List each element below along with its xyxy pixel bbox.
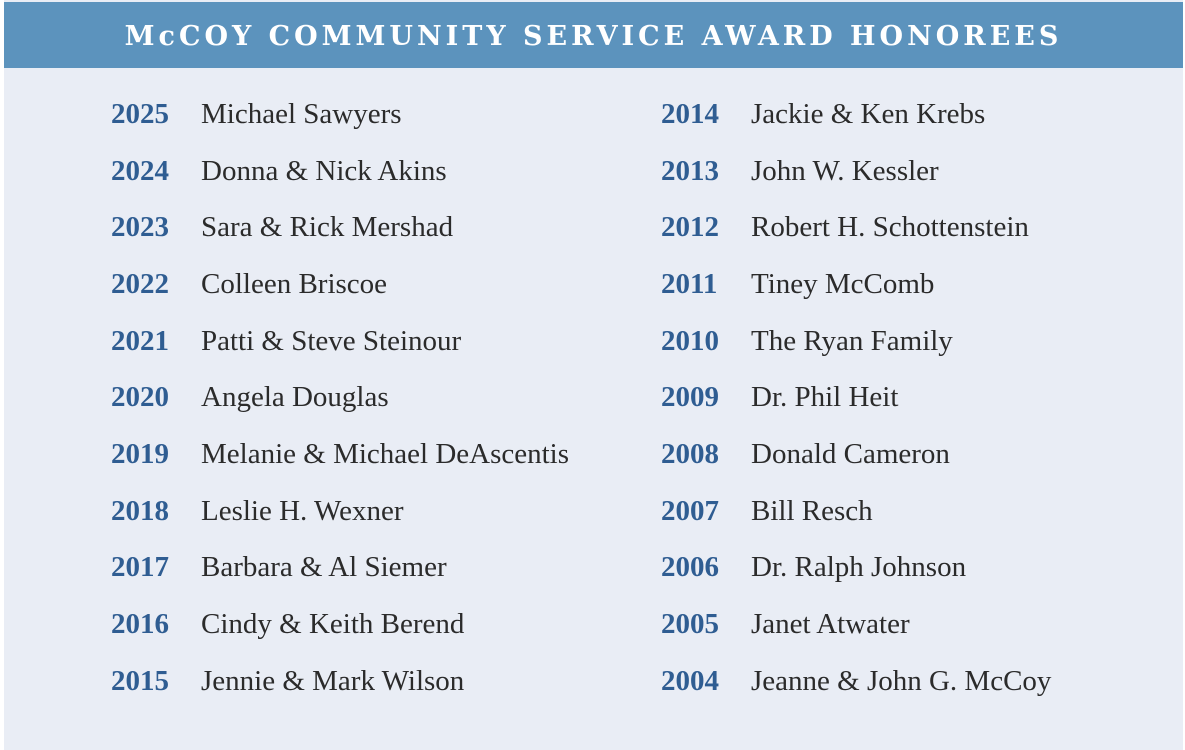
honoree-year: 2013 [661, 154, 719, 187]
honoree-year: 2011 [661, 267, 718, 300]
honoree-name: Jeanne & John G. McCoy [751, 664, 1052, 697]
honoree-name: Leslie H. Wexner [201, 494, 404, 527]
honoree-row [661, 143, 1051, 200]
honoree-row [661, 596, 1051, 653]
honoree-name: Melanie & Michael DeAscentis [201, 437, 570, 470]
honoree-name: Bill Resch [751, 494, 873, 527]
honoree-name: Jackie & Ken Krebs [751, 97, 986, 130]
honoree-row [111, 313, 569, 370]
honoree-row [661, 256, 1051, 313]
honoree-year: 2023 [111, 211, 169, 244]
honoree-year: 2005 [661, 608, 719, 641]
honoree-name: Cindy & Keith Berend [201, 608, 465, 641]
honoree-year: 2020 [111, 381, 169, 414]
honoree-row [661, 653, 1051, 710]
honoree-name: Tiney McComb [751, 267, 935, 300]
honoree-year: 2017 [111, 551, 169, 584]
honoree-year: 2006 [661, 551, 719, 584]
honoree-row [111, 369, 569, 426]
page-title: McCOY COMMUNITY SERVICE AWARD HONOREES [124, 20, 1063, 52]
honoree-year: 2012 [661, 211, 719, 244]
honoree-year: 2025 [111, 97, 169, 130]
honoree-name: Barbara & Al Siemer [201, 551, 447, 584]
honoree-year: 2019 [111, 437, 169, 470]
honoree-row [661, 369, 1051, 426]
honoree-name: Sara & Rick Mershad [201, 211, 454, 244]
honoree-row [111, 483, 569, 540]
honoree-name: Colleen Briscoe [201, 267, 388, 300]
honoree-year: 2022 [111, 267, 169, 300]
honoree-row [111, 596, 569, 653]
honoree-year: 2024 [111, 154, 169, 187]
honoree-row [661, 86, 1051, 143]
honoree-year: 2008 [661, 437, 719, 470]
honoree-name: Michael Sawyers [201, 97, 402, 130]
honoree-name: Patti & Steve Steinour [201, 324, 462, 357]
header-banner [4, 2, 1183, 68]
honoree-year: 2004 [661, 664, 719, 697]
honoree-year: 2014 [661, 97, 719, 130]
honoree-name: The Ryan Family [751, 324, 953, 357]
honoree-row [661, 313, 1051, 370]
honoree-row [111, 653, 569, 710]
honoree-year: 2015 [111, 664, 169, 697]
honoree-row [111, 426, 569, 483]
honoree-row [111, 540, 569, 597]
honoree-name: Janet Atwater [751, 608, 910, 641]
honoree-row [111, 86, 569, 143]
honoree-year: 2007 [661, 494, 719, 527]
honoree-name: Donald Cameron [751, 437, 950, 470]
honoree-row [111, 256, 569, 313]
honoree-row [661, 540, 1051, 597]
honoree-year: 2010 [661, 324, 719, 357]
honoree-row [661, 199, 1051, 256]
honoree-name: Angela Douglas [201, 381, 389, 414]
honoree-row [111, 143, 569, 200]
honoree-name: Robert H. Schottenstein [751, 211, 1029, 244]
honoree-year: 2018 [111, 494, 169, 527]
honoree-row [661, 426, 1051, 483]
honoree-name: Dr. Phil Heit [751, 381, 899, 414]
honoree-row [661, 483, 1051, 540]
honorees-column-left [111, 86, 569, 710]
honoree-year: 2016 [111, 608, 169, 641]
honoree-name: Dr. Ralph Johnson [751, 551, 967, 584]
honoree-year: 2021 [111, 324, 169, 357]
honoree-name: John W. Kessler [751, 154, 939, 187]
honoree-row [111, 199, 569, 256]
honoree-year: 2009 [661, 381, 719, 414]
honorees-column-right [661, 86, 1051, 710]
honoree-name: Jennie & Mark Wilson [201, 664, 465, 697]
honoree-name: Donna & Nick Akins [201, 154, 447, 187]
